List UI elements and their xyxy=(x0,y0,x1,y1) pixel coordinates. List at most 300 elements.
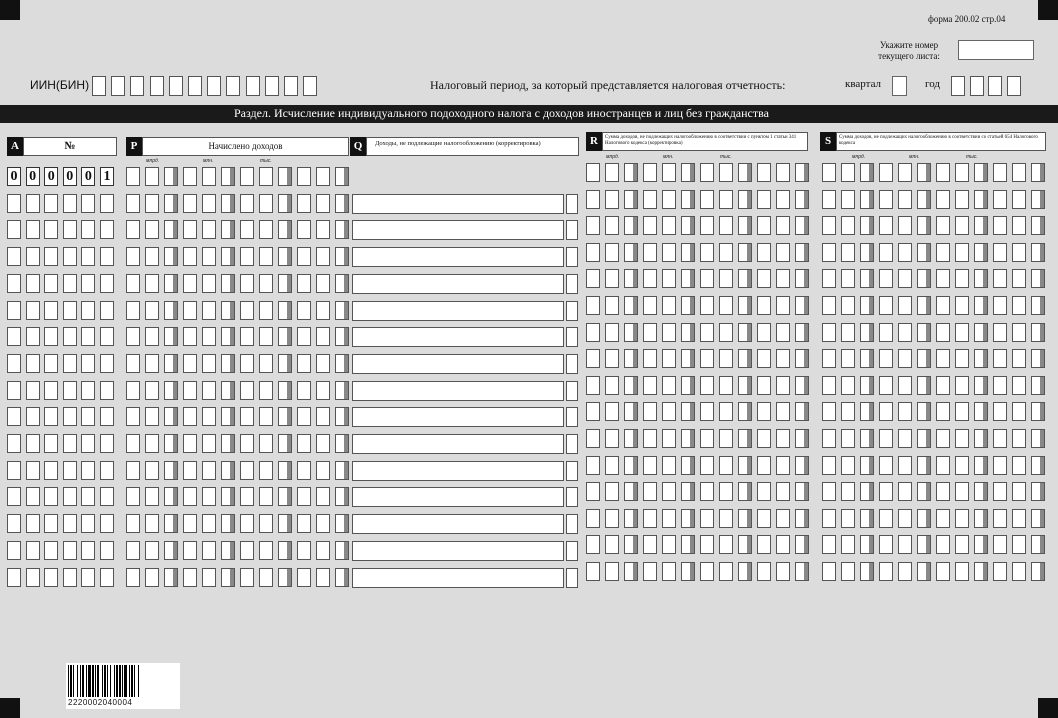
exempt-654-cell[interactable] xyxy=(879,323,893,342)
exempt-341-cell[interactable] xyxy=(681,509,695,528)
iin-digit-cell[interactable] xyxy=(188,76,202,96)
exempt-341-cell[interactable] xyxy=(662,509,676,528)
exempt-654-cell[interactable] xyxy=(917,509,931,528)
exempt-341-cell[interactable] xyxy=(605,482,619,501)
exempt-654-cell[interactable] xyxy=(1012,402,1026,421)
exempt-654-cell[interactable] xyxy=(822,349,836,368)
exempt-341-cell[interactable] xyxy=(624,190,638,209)
exempt-341-cell[interactable] xyxy=(643,349,657,368)
exempt-341-cell[interactable] xyxy=(700,163,714,182)
income-accrued-cell[interactable] xyxy=(126,381,140,400)
income-accrued-cell[interactable] xyxy=(297,167,311,186)
exempt-654-cell[interactable] xyxy=(936,190,950,209)
exempt-654-cell[interactable] xyxy=(879,456,893,475)
row-number-cell[interactable] xyxy=(63,354,77,373)
exempt-654-cell[interactable] xyxy=(1012,190,1026,209)
exempt-341-cell[interactable] xyxy=(795,509,809,528)
row-number-cell[interactable] xyxy=(7,354,21,373)
exempt-341-cell[interactable] xyxy=(719,429,733,448)
income-accrued-cell[interactable] xyxy=(126,487,140,506)
income-accrued-cell[interactable] xyxy=(316,327,330,346)
exempt-341-cell[interactable] xyxy=(624,535,638,554)
exempt-341-cell[interactable] xyxy=(700,535,714,554)
income-accrued-cell[interactable] xyxy=(278,327,292,346)
exempt-341-cell[interactable] xyxy=(624,323,638,342)
exempt-654-cell[interactable] xyxy=(898,216,912,235)
income-accrued-cell[interactable] xyxy=(335,381,349,400)
income-accrued-cell[interactable] xyxy=(259,167,273,186)
exempt-654-cell[interactable] xyxy=(936,509,950,528)
exempt-654-cell[interactable] xyxy=(917,482,931,501)
exempt-341-cell[interactable] xyxy=(700,216,714,235)
exempt-341-cell[interactable] xyxy=(700,482,714,501)
exempt-654-cell[interactable] xyxy=(917,296,931,315)
income-accrued-cell[interactable] xyxy=(145,461,159,480)
exempt-654-cell[interactable] xyxy=(993,163,1007,182)
income-accrued-cell[interactable] xyxy=(240,327,254,346)
exempt-654-cell[interactable] xyxy=(993,216,1007,235)
exempt-654-cell[interactable] xyxy=(898,535,912,554)
nontaxable-income-field[interactable] xyxy=(352,461,564,481)
exempt-654-cell[interactable] xyxy=(936,296,950,315)
exempt-341-cell[interactable] xyxy=(662,349,676,368)
row-number-cell[interactable] xyxy=(7,301,21,320)
income-accrued-cell[interactable] xyxy=(316,434,330,453)
exempt-341-cell[interactable] xyxy=(719,296,733,315)
income-accrued-cell[interactable] xyxy=(240,301,254,320)
income-accrued-cell[interactable] xyxy=(259,274,273,293)
exempt-341-cell[interactable] xyxy=(586,323,600,342)
exempt-341-cell[interactable] xyxy=(719,482,733,501)
exempt-654-cell[interactable] xyxy=(936,163,950,182)
exempt-654-cell[interactable] xyxy=(993,296,1007,315)
exempt-654-cell[interactable] xyxy=(1012,296,1026,315)
exempt-654-cell[interactable] xyxy=(1031,535,1045,554)
income-accrued-cell[interactable] xyxy=(145,514,159,533)
iin-digit-cell[interactable] xyxy=(111,76,125,96)
income-accrued-cell[interactable] xyxy=(297,434,311,453)
exempt-341-cell[interactable] xyxy=(700,349,714,368)
exempt-654-cell[interactable] xyxy=(879,535,893,554)
row-number-cell[interactable] xyxy=(63,487,77,506)
exempt-654-cell[interactable] xyxy=(1031,349,1045,368)
exempt-341-cell[interactable] xyxy=(795,243,809,262)
income-accrued-cell[interactable] xyxy=(278,407,292,426)
year-digit-cell[interactable] xyxy=(1007,76,1021,96)
nontaxable-income-field[interactable] xyxy=(352,274,564,294)
income-accrued-cell[interactable] xyxy=(183,247,197,266)
row-number-cell[interactable] xyxy=(81,487,95,506)
income-accrued-cell[interactable] xyxy=(316,461,330,480)
income-accrued-cell[interactable] xyxy=(335,568,349,587)
exempt-341-cell[interactable] xyxy=(624,509,638,528)
exempt-654-cell[interactable] xyxy=(993,190,1007,209)
exempt-654-cell[interactable] xyxy=(955,296,969,315)
iin-digit-cell[interactable] xyxy=(246,76,260,96)
income-accrued-cell[interactable] xyxy=(202,194,216,213)
income-accrued-cell[interactable] xyxy=(335,354,349,373)
exempt-341-cell[interactable] xyxy=(700,243,714,262)
exempt-341-cell[interactable] xyxy=(719,243,733,262)
exempt-341-cell[interactable] xyxy=(719,456,733,475)
income-accrued-cell[interactable] xyxy=(335,327,349,346)
exempt-341-cell[interactable] xyxy=(662,429,676,448)
income-accrued-cell[interactable] xyxy=(297,327,311,346)
exempt-341-cell[interactable] xyxy=(738,402,752,421)
exempt-341-cell[interactable] xyxy=(757,216,771,235)
exempt-341-cell[interactable] xyxy=(795,562,809,581)
income-accrued-cell[interactable] xyxy=(297,220,311,239)
exempt-654-cell[interactable] xyxy=(955,323,969,342)
exempt-341-cell[interactable] xyxy=(624,456,638,475)
row-number-cell[interactable] xyxy=(44,487,58,506)
exempt-341-cell[interactable] xyxy=(719,216,733,235)
exempt-654-cell[interactable] xyxy=(993,323,1007,342)
income-accrued-cell[interactable] xyxy=(221,407,235,426)
exempt-654-cell[interactable] xyxy=(860,269,874,288)
exempt-341-cell[interactable] xyxy=(795,296,809,315)
nontaxable-income-field[interactable] xyxy=(352,301,564,321)
exempt-341-cell[interactable] xyxy=(776,456,790,475)
row-number-cell[interactable] xyxy=(44,434,58,453)
exempt-341-cell[interactable] xyxy=(681,323,695,342)
exempt-341-cell[interactable] xyxy=(738,243,752,262)
exempt-654-cell[interactable] xyxy=(1031,323,1045,342)
exempt-341-cell[interactable] xyxy=(757,323,771,342)
row-number-cell[interactable] xyxy=(26,514,40,533)
row-number-cell[interactable] xyxy=(26,274,40,293)
exempt-341-cell[interactable] xyxy=(643,482,657,501)
exempt-341-cell[interactable] xyxy=(643,376,657,395)
row-number-cell[interactable] xyxy=(63,327,77,346)
income-accrued-cell[interactable] xyxy=(240,247,254,266)
exempt-341-cell[interactable] xyxy=(738,456,752,475)
exempt-341-cell[interactable] xyxy=(795,456,809,475)
income-accrued-cell[interactable] xyxy=(316,167,330,186)
exempt-654-cell[interactable] xyxy=(898,243,912,262)
exempt-654-cell[interactable] xyxy=(1012,323,1026,342)
exempt-654-cell[interactable] xyxy=(1031,190,1045,209)
exempt-341-cell[interactable] xyxy=(776,269,790,288)
row-number-cell[interactable] xyxy=(26,327,40,346)
income-accrued-cell[interactable] xyxy=(202,381,216,400)
exempt-654-cell[interactable] xyxy=(841,349,855,368)
exempt-341-cell[interactable] xyxy=(776,243,790,262)
income-accrued-cell[interactable] xyxy=(221,247,235,266)
income-accrued-cell[interactable] xyxy=(259,381,273,400)
income-accrued-cell[interactable] xyxy=(145,274,159,293)
exempt-341-cell[interactable] xyxy=(605,163,619,182)
exempt-341-cell[interactable] xyxy=(757,429,771,448)
exempt-654-cell[interactable] xyxy=(1031,269,1045,288)
exempt-654-cell[interactable] xyxy=(993,269,1007,288)
exempt-654-cell[interactable] xyxy=(955,190,969,209)
exempt-341-cell[interactable] xyxy=(624,562,638,581)
exempt-341-cell[interactable] xyxy=(681,535,695,554)
income-accrued-cell[interactable] xyxy=(145,354,159,373)
nontaxable-income-field[interactable] xyxy=(352,381,564,401)
row-number-cell[interactable] xyxy=(7,194,21,213)
exempt-654-cell[interactable] xyxy=(898,562,912,581)
exempt-654-cell[interactable] xyxy=(917,562,931,581)
exempt-654-cell[interactable] xyxy=(879,243,893,262)
income-accrued-cell[interactable] xyxy=(221,461,235,480)
row-number-cell[interactable] xyxy=(44,407,58,426)
exempt-341-cell[interactable] xyxy=(795,376,809,395)
income-accrued-cell[interactable] xyxy=(202,274,216,293)
income-accrued-cell[interactable] xyxy=(145,301,159,320)
exempt-341-cell[interactable] xyxy=(605,349,619,368)
row-number-cell[interactable] xyxy=(81,381,95,400)
exempt-341-cell[interactable] xyxy=(776,349,790,368)
income-accrued-cell[interactable] xyxy=(297,194,311,213)
exempt-341-cell[interactable] xyxy=(605,456,619,475)
income-accrued-cell[interactable] xyxy=(240,407,254,426)
row-number-cell[interactable] xyxy=(63,514,77,533)
exempt-341-cell[interactable] xyxy=(738,429,752,448)
exempt-341-cell[interactable] xyxy=(605,296,619,315)
row-number-cell[interactable] xyxy=(44,514,58,533)
income-accrued-cell[interactable] xyxy=(221,167,235,186)
exempt-654-cell[interactable] xyxy=(841,190,855,209)
iin-digit-cell[interactable] xyxy=(169,76,183,96)
exempt-654-cell[interactable] xyxy=(822,190,836,209)
exempt-654-cell[interactable] xyxy=(822,402,836,421)
exempt-654-cell[interactable] xyxy=(1012,456,1026,475)
exempt-654-cell[interactable] xyxy=(860,243,874,262)
exempt-341-cell[interactable] xyxy=(776,429,790,448)
nontaxable-income-field[interactable] xyxy=(352,327,564,347)
income-accrued-cell[interactable] xyxy=(126,461,140,480)
exempt-341-cell[interactable] xyxy=(662,376,676,395)
exempt-654-cell[interactable] xyxy=(993,482,1007,501)
iin-digit-cell[interactable] xyxy=(265,76,279,96)
nontaxable-income-field[interactable] xyxy=(352,541,564,561)
exempt-654-cell[interactable] xyxy=(917,429,931,448)
income-accrued-cell[interactable] xyxy=(183,167,197,186)
income-accrued-cell[interactable] xyxy=(297,541,311,560)
exempt-654-cell[interactable] xyxy=(1012,163,1026,182)
exempt-654-cell[interactable] xyxy=(841,562,855,581)
exempt-341-cell[interactable] xyxy=(757,562,771,581)
income-accrued-cell[interactable] xyxy=(183,301,197,320)
exempt-341-cell[interactable] xyxy=(624,163,638,182)
exempt-654-cell[interactable] xyxy=(822,562,836,581)
income-accrued-cell[interactable] xyxy=(316,407,330,426)
row-number-cell[interactable] xyxy=(26,220,40,239)
income-accrued-cell[interactable] xyxy=(164,194,178,213)
income-accrued-cell[interactable] xyxy=(240,167,254,186)
exempt-654-cell[interactable] xyxy=(974,402,988,421)
exempt-654-cell[interactable] xyxy=(879,402,893,421)
income-accrued-cell[interactable] xyxy=(335,434,349,453)
exempt-654-cell[interactable] xyxy=(860,190,874,209)
exempt-341-cell[interactable] xyxy=(643,190,657,209)
exempt-341-cell[interactable] xyxy=(662,482,676,501)
income-accrued-cell[interactable] xyxy=(221,274,235,293)
income-accrued-cell[interactable] xyxy=(259,220,273,239)
exempt-654-cell[interactable] xyxy=(993,349,1007,368)
exempt-341-cell[interactable] xyxy=(757,349,771,368)
row-number-cell[interactable] xyxy=(44,194,58,213)
income-accrued-cell[interactable] xyxy=(259,434,273,453)
exempt-654-cell[interactable] xyxy=(936,349,950,368)
income-accrued-cell[interactable] xyxy=(240,220,254,239)
exempt-341-cell[interactable] xyxy=(586,269,600,288)
exempt-341-cell[interactable] xyxy=(795,163,809,182)
exempt-341-cell[interactable] xyxy=(681,349,695,368)
income-accrued-cell[interactable] xyxy=(126,167,140,186)
income-accrued-cell[interactable] xyxy=(335,247,349,266)
exempt-654-cell[interactable] xyxy=(955,562,969,581)
exempt-654-cell[interactable] xyxy=(822,509,836,528)
exempt-341-cell[interactable] xyxy=(586,456,600,475)
income-accrued-cell[interactable] xyxy=(145,194,159,213)
income-accrued-cell[interactable] xyxy=(202,247,216,266)
exempt-341-cell[interactable] xyxy=(681,163,695,182)
row-number-cell[interactable] xyxy=(100,220,114,239)
exempt-654-cell[interactable] xyxy=(955,402,969,421)
row-number-cell[interactable] xyxy=(81,434,95,453)
income-accrued-cell[interactable] xyxy=(126,194,140,213)
exempt-654-cell[interactable] xyxy=(1012,509,1026,528)
exempt-341-cell[interactable] xyxy=(662,402,676,421)
row-number-cell[interactable] xyxy=(63,194,77,213)
income-accrued-cell[interactable] xyxy=(202,301,216,320)
exempt-654-cell[interactable] xyxy=(841,482,855,501)
exempt-341-cell[interactable] xyxy=(738,509,752,528)
income-accrued-cell[interactable] xyxy=(278,381,292,400)
exempt-654-cell[interactable] xyxy=(1012,349,1026,368)
year-digit-cell[interactable] xyxy=(970,76,984,96)
exempt-654-cell[interactable] xyxy=(936,216,950,235)
exempt-654-cell[interactable] xyxy=(1031,163,1045,182)
iin-digit-cell[interactable] xyxy=(130,76,144,96)
income-accrued-cell[interactable] xyxy=(335,167,349,186)
exempt-341-cell[interactable] xyxy=(757,535,771,554)
exempt-654-cell[interactable] xyxy=(993,402,1007,421)
income-accrued-cell[interactable] xyxy=(183,568,197,587)
exempt-654-cell[interactable] xyxy=(993,535,1007,554)
income-accrued-cell[interactable] xyxy=(297,301,311,320)
row-number-cell[interactable] xyxy=(81,407,95,426)
income-accrued-cell[interactable] xyxy=(145,487,159,506)
iin-digit-cell[interactable] xyxy=(303,76,317,96)
exempt-341-cell[interactable] xyxy=(643,163,657,182)
income-accrued-cell[interactable] xyxy=(183,514,197,533)
exempt-341-cell[interactable] xyxy=(662,296,676,315)
exempt-654-cell[interactable] xyxy=(841,269,855,288)
row-number-cell[interactable] xyxy=(100,327,114,346)
exempt-654-cell[interactable] xyxy=(822,429,836,448)
row-number-cell[interactable] xyxy=(81,514,95,533)
income-accrued-cell[interactable] xyxy=(145,434,159,453)
row-number-cell[interactable] xyxy=(26,381,40,400)
exempt-341-cell[interactable] xyxy=(605,535,619,554)
income-accrued-cell[interactable] xyxy=(240,568,254,587)
exempt-654-cell[interactable] xyxy=(1012,216,1026,235)
exempt-341-cell[interactable] xyxy=(586,296,600,315)
income-accrued-cell[interactable] xyxy=(126,327,140,346)
income-accrued-cell[interactable] xyxy=(316,381,330,400)
exempt-341-cell[interactable] xyxy=(681,376,695,395)
income-accrued-cell[interactable] xyxy=(164,327,178,346)
exempt-654-cell[interactable] xyxy=(841,243,855,262)
income-accrued-cell[interactable] xyxy=(240,194,254,213)
income-accrued-cell[interactable] xyxy=(126,434,140,453)
income-accrued-cell[interactable] xyxy=(145,220,159,239)
row-number-cell[interactable] xyxy=(63,301,77,320)
income-accrued-cell[interactable] xyxy=(183,354,197,373)
exempt-654-cell[interactable] xyxy=(1012,376,1026,395)
exempt-654-cell[interactable] xyxy=(841,323,855,342)
exempt-341-cell[interactable] xyxy=(776,509,790,528)
exempt-341-cell[interactable] xyxy=(681,269,695,288)
exempt-654-cell[interactable] xyxy=(955,482,969,501)
exempt-341-cell[interactable] xyxy=(586,216,600,235)
exempt-654-cell[interactable] xyxy=(841,509,855,528)
row-number-cell[interactable] xyxy=(63,568,77,587)
exempt-341-cell[interactable] xyxy=(757,376,771,395)
exempt-654-cell[interactable] xyxy=(822,456,836,475)
exempt-341-cell[interactable] xyxy=(605,509,619,528)
exempt-341-cell[interactable] xyxy=(681,482,695,501)
income-accrued-cell[interactable] xyxy=(221,354,235,373)
exempt-341-cell[interactable] xyxy=(719,376,733,395)
income-accrued-cell[interactable] xyxy=(278,167,292,186)
exempt-341-cell[interactable] xyxy=(681,402,695,421)
exempt-341-cell[interactable] xyxy=(700,190,714,209)
exempt-341-cell[interactable] xyxy=(662,190,676,209)
exempt-341-cell[interactable] xyxy=(586,349,600,368)
income-accrued-cell[interactable] xyxy=(259,354,273,373)
income-accrued-cell[interactable] xyxy=(183,194,197,213)
exempt-654-cell[interactable] xyxy=(917,216,931,235)
row-number-cell[interactable] xyxy=(7,220,21,239)
exempt-654-cell[interactable] xyxy=(1031,216,1045,235)
income-accrued-cell[interactable] xyxy=(259,487,273,506)
exempt-654-cell[interactable] xyxy=(822,296,836,315)
income-accrued-cell[interactable] xyxy=(164,274,178,293)
nontaxable-income-field[interactable] xyxy=(352,568,564,588)
iin-digit-cell[interactable] xyxy=(284,76,298,96)
exempt-341-cell[interactable] xyxy=(719,509,733,528)
exempt-654-cell[interactable] xyxy=(841,456,855,475)
nontaxable-income-field[interactable] xyxy=(352,220,564,240)
exempt-654-cell[interactable] xyxy=(898,296,912,315)
exempt-654-cell[interactable] xyxy=(974,509,988,528)
exempt-654-cell[interactable] xyxy=(879,269,893,288)
income-accrued-cell[interactable] xyxy=(278,487,292,506)
exempt-341-cell[interactable] xyxy=(643,269,657,288)
income-accrued-cell[interactable] xyxy=(183,434,197,453)
row-number-cell[interactable] xyxy=(44,220,58,239)
row-number-cell[interactable] xyxy=(7,381,21,400)
income-accrued-cell[interactable] xyxy=(316,274,330,293)
exempt-341-cell[interactable] xyxy=(738,562,752,581)
exempt-341-cell[interactable] xyxy=(662,163,676,182)
row-number-cell[interactable] xyxy=(26,354,40,373)
exempt-654-cell[interactable] xyxy=(1031,376,1045,395)
exempt-654-cell[interactable] xyxy=(860,216,874,235)
exempt-654-cell[interactable] xyxy=(917,535,931,554)
income-accrued-cell[interactable] xyxy=(126,541,140,560)
exempt-341-cell[interactable] xyxy=(776,482,790,501)
exempt-341-cell[interactable] xyxy=(605,376,619,395)
income-accrued-cell[interactable] xyxy=(145,407,159,426)
exempt-654-cell[interactable] xyxy=(822,535,836,554)
income-accrued-cell[interactable] xyxy=(164,301,178,320)
